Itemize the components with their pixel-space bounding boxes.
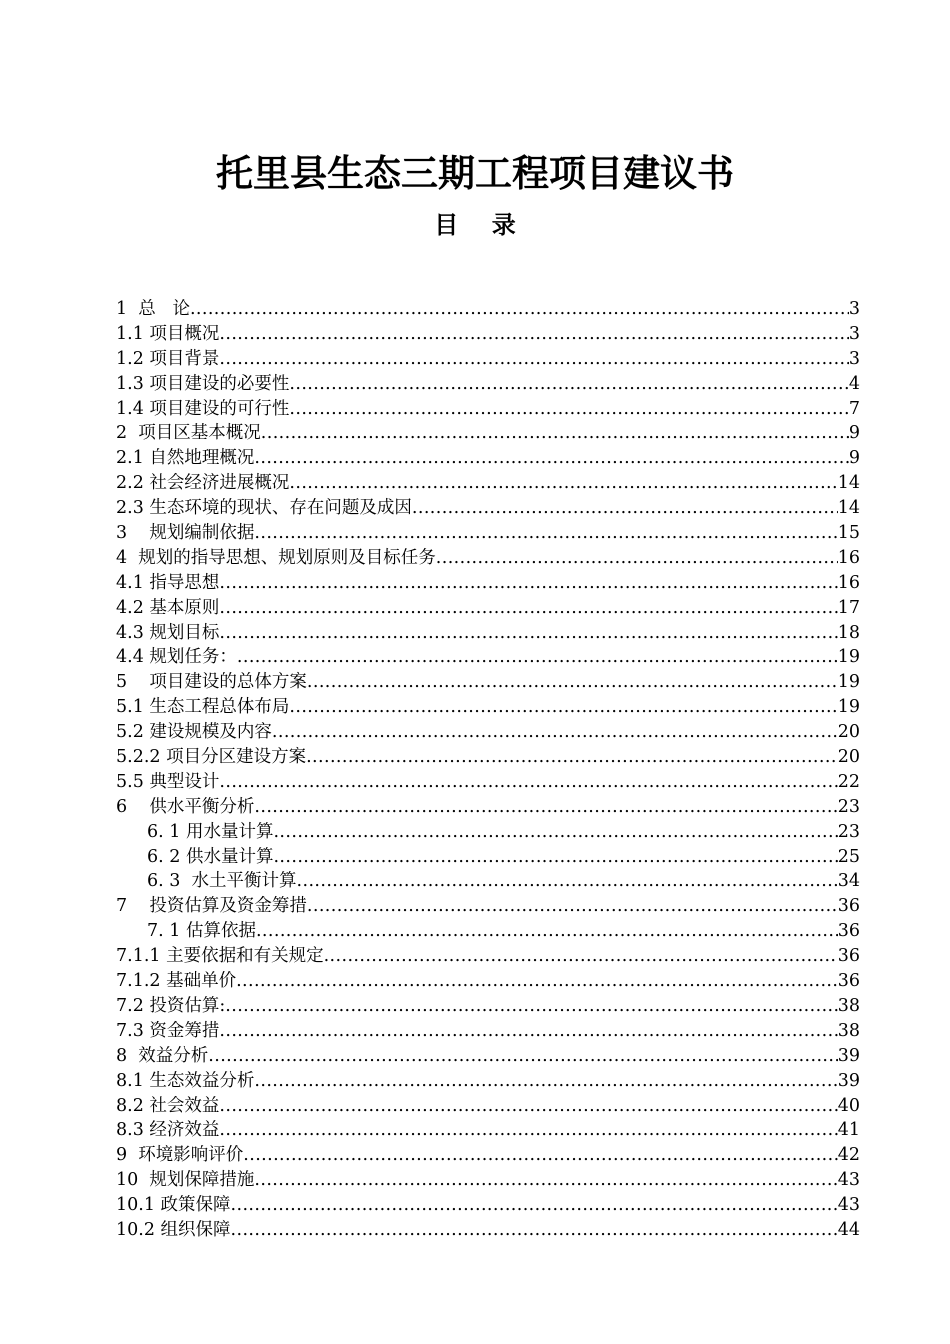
toc-entry[interactable] — [116, 720, 860, 745]
toc-page-number: 3 — [848, 348, 860, 369]
toc-page-number: 23 — [837, 796, 860, 817]
toc-entry[interactable] — [116, 1143, 860, 1168]
toc-page-number: 20 — [837, 747, 860, 768]
toc-entry-title: 5.2 建设规模及内容 — [116, 722, 272, 743]
toc-dot-leader — [289, 471, 837, 496]
toc-page-number: 38 — [837, 1020, 860, 1041]
toc-dot-leader — [306, 745, 838, 770]
toc-entry[interactable] — [116, 372, 860, 397]
toc-page-number: 34 — [837, 871, 860, 892]
toc-entry[interactable] — [116, 421, 860, 446]
toc-entry[interactable] — [116, 1069, 860, 1094]
toc-entry[interactable] — [116, 944, 860, 969]
toc-entry-title: 4.2 基本原则 — [116, 597, 220, 618]
toc-entry[interactable] — [116, 571, 860, 596]
toc-entry[interactable] — [116, 1019, 860, 1044]
toc-entry[interactable] — [116, 322, 860, 347]
toc-dot-leader — [273, 845, 837, 870]
toc-dot-leader — [254, 795, 837, 820]
toc-entry[interactable] — [116, 919, 860, 944]
toc-dot-leader — [289, 695, 837, 720]
toc-page-number: 9 — [848, 448, 860, 469]
toc-entry-title: 1 总 论 — [116, 299, 190, 319]
toc-dot-leader — [231, 1193, 838, 1218]
toc-entry-title: 10 规划保障措施 — [116, 1170, 255, 1191]
toc-dot-leader — [272, 720, 838, 745]
toc-dot-leader — [256, 919, 838, 944]
toc-entry[interactable] — [116, 496, 860, 521]
toc-dot-leader — [219, 322, 848, 347]
toc-page-number: 3 — [848, 299, 860, 319]
toc-page-number: 17 — [837, 597, 860, 618]
toc-page-number: 39 — [837, 1045, 860, 1066]
toc-entry-title: 1.4 项目建设的可行性 — [116, 398, 290, 419]
toc-page-number: 9 — [848, 423, 860, 444]
toc-page-number: 25 — [837, 846, 860, 867]
toc-entry[interactable] — [116, 695, 860, 720]
toc-dot-leader — [190, 297, 849, 322]
toc-page-number: 36 — [837, 921, 860, 942]
toc-entry[interactable] — [116, 521, 860, 546]
toc-entry-title: 1.1 项目概况 — [116, 323, 220, 344]
document-title: 托里县生态三期工程项目建议书 — [216, 152, 734, 195]
toc-dot-leader — [219, 1019, 837, 1044]
toc-entry[interactable] — [116, 596, 860, 621]
toc-entry-title: 7.2 投资估算: — [116, 995, 226, 1016]
toc-entry-title: 5 项目建设的总体方案 — [116, 672, 307, 693]
toc-entry[interactable] — [116, 770, 860, 795]
toc-entry[interactable] — [116, 621, 860, 646]
toc-page-number: 36 — [837, 971, 860, 992]
toc-dot-leader — [236, 969, 838, 994]
toc-entry-title: 8.3 经济效益 — [116, 1120, 220, 1141]
toc-dot-leader — [208, 1044, 837, 1069]
toc-entry[interactable] — [116, 645, 860, 670]
toc-dot-leader — [254, 521, 837, 546]
toc-entry[interactable] — [116, 795, 860, 820]
toc-entry-title: 5.2.2 项目分区建设方案 — [116, 747, 307, 768]
toc-entry[interactable] — [116, 1218, 860, 1243]
toc-entry-title: 5.1 生态工程总体布局 — [116, 697, 290, 718]
toc-dot-leader — [231, 1218, 838, 1243]
toc-page-number: 3 — [848, 323, 860, 344]
toc-page-number: 19 — [837, 697, 860, 718]
toc-entry-title: 10.2 组织保障 — [116, 1219, 231, 1240]
toc-page-number: 40 — [837, 1095, 860, 1116]
toc-dot-leader — [307, 670, 838, 695]
toc-page-number: 44 — [837, 1219, 860, 1240]
toc-entry-title: 6. 1 用水量计算 — [147, 821, 274, 842]
toc-dot-leader — [307, 894, 838, 919]
toc-entry[interactable] — [116, 670, 860, 695]
toc-dot-leader — [297, 869, 838, 894]
toc-entry-title: 2 项目区基本概况 — [116, 423, 261, 444]
toc-page-number: 22 — [837, 771, 860, 792]
toc-entry-title: 8 效益分析 — [116, 1045, 209, 1066]
toc-page-number: 38 — [837, 995, 860, 1016]
toc-entry-title: 10.1 政策保障 — [116, 1195, 231, 1216]
toc-entry-title: 6. 2 供水量计算 — [147, 846, 274, 867]
toc-entry-title: 1.2 项目背景 — [116, 348, 220, 369]
toc-page-number: 4 — [848, 373, 860, 394]
toc-entry[interactable] — [116, 845, 860, 870]
toc-dot-leader — [219, 770, 837, 795]
toc-page-number: 19 — [837, 647, 860, 668]
toc-dot-leader — [436, 546, 838, 571]
toc-dot-leader — [219, 621, 837, 646]
toc-entry-title: 4.3 规划目标 — [116, 622, 220, 643]
toc-entry-title: 2.2 社会经济进展概况 — [116, 473, 290, 494]
toc-page-number: 39 — [837, 1070, 860, 1091]
toc-entry-title: 6 供水平衡分析 — [116, 796, 255, 817]
toc-page-number: 41 — [837, 1120, 860, 1141]
toc-entry-title: 4.1 指导思想 — [116, 572, 220, 593]
toc-entry-title: 3 规划编制依据 — [116, 523, 255, 544]
toc-dot-leader — [261, 421, 849, 446]
toc-entry[interactable] — [116, 1193, 860, 1218]
toc-entry-title: 4.4 规划任务： — [116, 647, 237, 668]
toc-entry-title: 9 环境影响评价 — [116, 1145, 244, 1166]
toc-entry[interactable] — [116, 297, 860, 322]
toc-page-number: 14 — [837, 498, 860, 519]
toc-dot-leader — [219, 1118, 837, 1143]
toc-page-number: 42 — [837, 1145, 860, 1166]
toc-heading: 目 录 — [434, 211, 516, 239]
toc-entry[interactable] — [116, 969, 860, 994]
toc-dot-leader — [254, 1168, 837, 1193]
toc-page-number: 36 — [837, 896, 860, 917]
toc-entry-title: 7.3 资金筹措 — [116, 1020, 220, 1041]
toc-dot-leader — [273, 820, 837, 845]
toc-dot-leader — [219, 596, 837, 621]
toc-dot-leader — [289, 397, 848, 422]
toc-entry[interactable] — [116, 820, 860, 845]
toc-entry[interactable] — [116, 1044, 860, 1069]
toc-entry[interactable] — [116, 869, 860, 894]
toc-entry-title: 2.1 自然地理概况 — [116, 448, 255, 469]
toc-entry[interactable] — [116, 1094, 860, 1119]
toc-entry-title: 5.5 典型设计 — [116, 771, 220, 792]
toc-dot-leader — [243, 1143, 837, 1168]
toc-dot-leader — [219, 1094, 837, 1119]
toc-entry-title: 1.3 项目建设的必要性 — [116, 373, 290, 394]
toc-entry[interactable] — [116, 745, 860, 770]
toc-entry[interactable] — [116, 397, 860, 422]
toc-entry-title: 4 规划的指导思想、规划原则及目标任务 — [116, 547, 436, 568]
toc-page-number: 14 — [837, 473, 860, 494]
toc-entry-title: 6. 3 水土平衡计算 — [147, 871, 297, 892]
toc-dot-leader — [237, 645, 838, 670]
toc-page-number: 43 — [837, 1170, 860, 1191]
toc-entry[interactable] — [116, 446, 860, 471]
toc-page-number: 19 — [837, 672, 860, 693]
toc-dot-leader — [219, 571, 837, 596]
toc-page-number: 16 — [837, 572, 860, 593]
toc-entry-title: 7.1.2 基础单价 — [116, 971, 237, 992]
toc-page-number: 15 — [837, 523, 860, 544]
toc-entry-title: 2.3 生态环境的现状、存在问题及成因 — [116, 498, 412, 519]
toc-page-number: 43 — [837, 1195, 860, 1216]
toc-dot-leader — [225, 994, 837, 1019]
toc-entry[interactable] — [116, 546, 860, 571]
toc-entry[interactable] — [116, 994, 860, 1019]
toc-dot-leader — [412, 496, 838, 521]
toc-dot-leader — [254, 1069, 837, 1094]
toc-entry-title: 7. 1 估算依据 — [147, 921, 256, 942]
table-of-contents — [116, 297, 860, 1243]
toc-entry-title: 8.1 生态效益分析 — [116, 1070, 255, 1091]
toc-entry-title: 7.1.1 主要依据和有关规定 — [116, 946, 324, 967]
toc-page-number: 18 — [837, 622, 860, 643]
toc-dot-leader — [254, 446, 848, 471]
toc-page-number: 20 — [837, 722, 860, 743]
toc-page-number: 16 — [837, 547, 860, 568]
toc-entry[interactable] — [116, 1168, 860, 1193]
toc-entry-title: 8.2 社会效益 — [116, 1095, 220, 1116]
toc-dot-leader — [324, 944, 838, 969]
toc-entry-title: 7 投资估算及资金筹措 — [116, 896, 307, 917]
toc-entry[interactable] — [116, 347, 860, 372]
toc-page-number: 7 — [848, 398, 860, 419]
toc-entry[interactable] — [116, 1118, 860, 1143]
toc-dot-leader — [219, 347, 848, 372]
toc-page-number: 23 — [837, 821, 860, 842]
toc-page-number: 36 — [837, 946, 860, 967]
toc-entry[interactable] — [116, 894, 860, 919]
toc-entry[interactable] — [116, 471, 860, 496]
toc-dot-leader — [289, 372, 848, 397]
